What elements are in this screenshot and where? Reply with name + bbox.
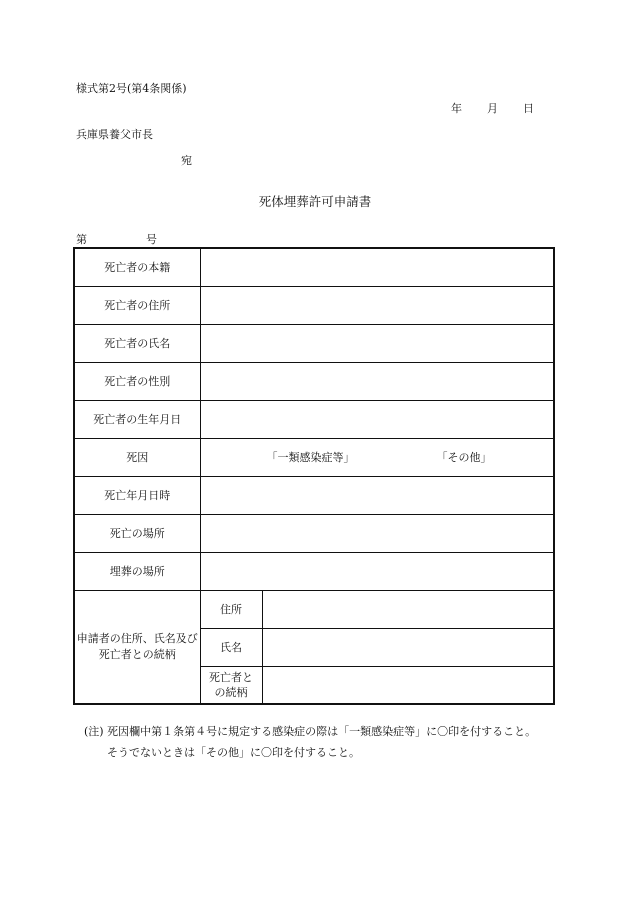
note-line-2: そうでないときは「その他」に〇印を付すること。 — [107, 746, 360, 759]
document-title: 死体埋葬許可申請書 — [258, 194, 372, 209]
row-label-birthdate: 死亡者の生年月日 — [74, 400, 200, 438]
relation-label-line1: 死亡者と — [209, 670, 253, 684]
note-line-1: (注) 死因欄中第１条第４号に規定する感染症の際は「一類感染症等」に〇印を付すること。 — [84, 725, 537, 738]
value-deathdate[interactable] — [200, 476, 554, 514]
applicant-relation-value[interactable] — [262, 666, 554, 704]
row-label-honseki: 死亡者の本籍 — [74, 248, 200, 286]
value-name[interactable] — [200, 324, 554, 362]
applicant-label-line1: 申請者の住所、氏名及び — [76, 631, 198, 645]
table-row — [74, 476, 554, 514]
number-suffix: 号 — [146, 233, 157, 246]
date-day: 日 — [523, 102, 534, 115]
row-label-cause: 死因 — [74, 438, 200, 476]
row-label-death-place: 死亡の場所 — [74, 514, 200, 552]
value-honseki[interactable] — [200, 248, 554, 286]
applicant-address-label: 住所 — [200, 590, 262, 628]
number-prefix: 第 — [76, 233, 87, 246]
table-row — [74, 514, 554, 552]
row-label-sex: 死亡者の性別 — [74, 362, 200, 400]
applicant-address-value[interactable] — [262, 590, 554, 628]
row-label-address: 死亡者の住所 — [74, 286, 200, 324]
relation-label-line2: の続柄 — [214, 685, 248, 699]
applicant-label-line2: 死亡者との続柄 — [98, 647, 176, 661]
value-sex[interactable] — [200, 362, 554, 400]
table-row — [74, 362, 554, 400]
value-burial-place[interactable] — [200, 552, 554, 590]
table-row — [74, 324, 554, 362]
table-row — [74, 590, 554, 628]
table-row — [74, 286, 554, 324]
cause-option-infectious[interactable]: 「一類感染症等」 — [266, 451, 355, 464]
applicant-relation-label — [200, 666, 262, 704]
form-number: 様式第2号(第4条関係) — [76, 82, 187, 95]
row-label-name: 死亡者の氏名 — [74, 324, 200, 362]
value-address[interactable] — [200, 286, 554, 324]
application-table — [73, 247, 555, 705]
table-row — [74, 438, 554, 476]
value-birthdate[interactable] — [200, 400, 554, 438]
value-cause[interactable] — [200, 438, 554, 476]
date-year: 年 — [451, 102, 462, 115]
row-label-deathdate: 死亡年月日時 — [74, 476, 200, 514]
table-row — [74, 400, 554, 438]
row-label-burial-place: 埋葬の場所 — [74, 552, 200, 590]
applicant-name-value[interactable] — [262, 628, 554, 666]
table-row — [74, 248, 554, 286]
table-row — [74, 552, 554, 590]
date-line — [451, 100, 534, 116]
addressee: 兵庫県養父市長 — [76, 128, 153, 141]
value-death-place[interactable] — [200, 514, 554, 552]
cause-option-other[interactable]: 「その他」 — [436, 451, 492, 464]
number-line — [76, 231, 157, 247]
date-month: 月 — [487, 102, 498, 115]
applicant-name-label: 氏名 — [200, 628, 262, 666]
applicant-group-label — [74, 590, 200, 704]
addressee-suffix: 宛 — [181, 154, 192, 167]
